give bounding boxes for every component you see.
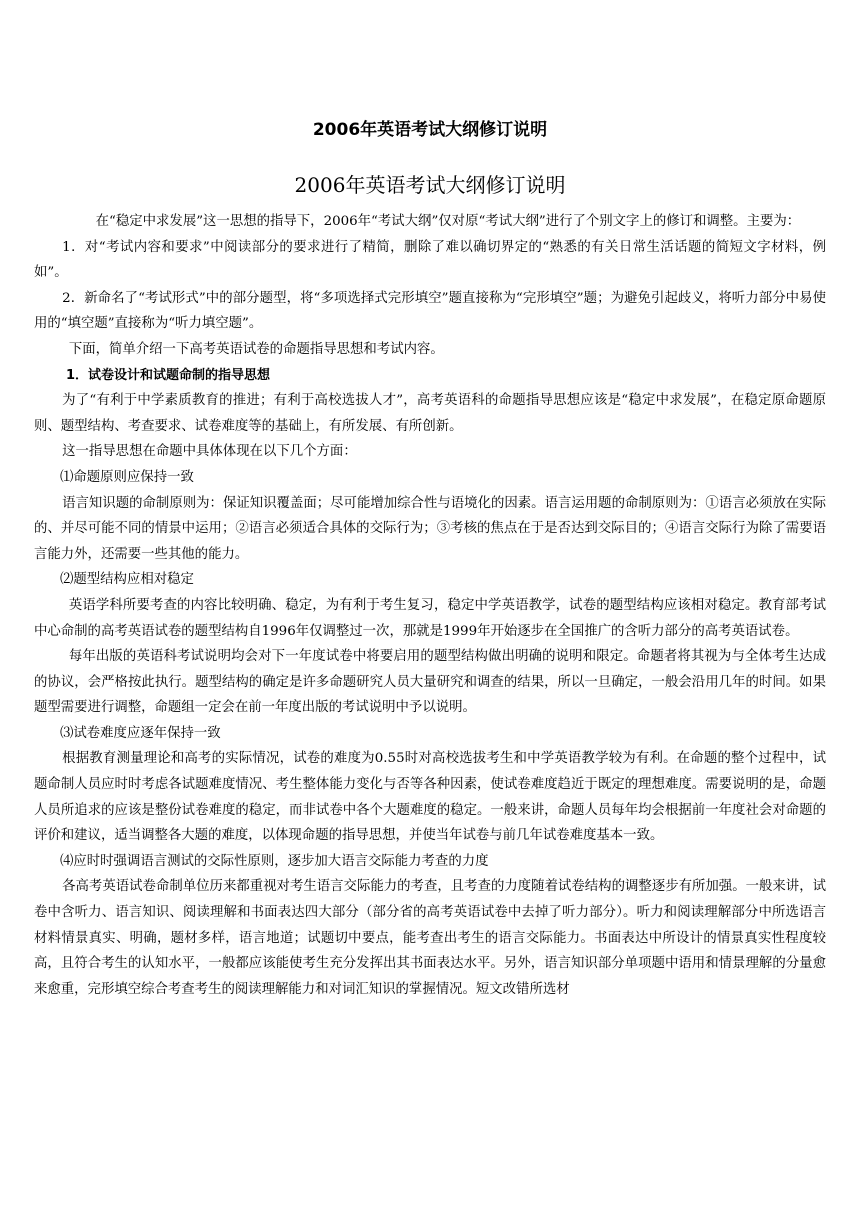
paragraph-communicative: 各高考英语试卷命制单位历来都重视对考生语言交际能力的考查，且考查的力度随着试卷结构的调整逐步有所加强。一般来讲，试卷中含听力、语言知识、阅读理解和书面表达四大部分（部分省的高考英语试卷中去掉了听力部分）。听力和阅读理解部分中所选语言材料情景真实、明确，题材多样，语言地道；试题切中要点，能考查出考生的语言交际能力。书面表达中所设计的情景真实性程度较高，且符合考生的认知水平，一般都应该能使考生充分发挥出其书面表达水平。另外，语言知识部分单项题中语用和情景理解的分量愈来愈重，完形填空综合考查考生的阅读理解能力和对词汇知识的掌握情况。短文改错所选材: [34, 879, 826, 997]
document-header-title: 2006年英语考试大纲修订说明: [312, 120, 548, 140]
subheading-2: ⑵题型结构应相对稳定: [60, 572, 194, 588]
paragraph-difficulty: 根据教育测量理论和高考的实际情况，试卷的难度为0.55时对高校选拔考生和中学英语教学较为有利。在命题的整个过程中，试题命制人员应时时考虑各试题难度情况、考生整体能力变化与否等各种因素，使试卷难度趋近于既定的理想难度。需要说明的是，命题人员所追求的应该是整份试卷难度的稳定，而非试卷中各个大题难度的稳定。一般来讲，命题人员每年均会根据前一年度社会对命题的评价和建议，适当调整各大题的难度，以体现命题的指导思想，并使当年试卷与前几年试卷难度基本一致。: [34, 751, 826, 844]
paragraph-intro: 在“稳定中求发展”这一思想的指导下，2006年“考试大纲”仅对原“考试大纲”进行了个别文字上的修订和调整。主要为：: [95, 214, 801, 229]
paragraph-overview: 下面，简单介绍一下高考英语试卷的命题指导思想和考试内容。: [68, 341, 444, 357]
subheading-1: ⑴命题原则应保持一致: [60, 469, 194, 485]
paragraph-guiding-idea: 为了“有利于中学素质教育的推进；有利于高校选拔人才”，高考英语科的命题指导思想应该是“稳定中求发展”，在稳定原命题原则、题型结构、考查要求、试卷难度等的基础上，有所发展、有所创新。: [34, 393, 826, 434]
paragraph-structure: 英语学科所要考查的内容比较明确、稳定，为有利于考生复习，稳定中学英语教学，试卷的题型结构应该相对稳定。教育部考试中心命制的高考英语试卷的题型结构自1996年仅调整过一次，那就是1999年开始逐步在全国推广的含听力部分的高考英语试卷。: [34, 597, 826, 639]
paragraph-aspects: 这一指导思想在命题中具体体现在以下几个方面：: [62, 444, 357, 460]
paragraph-item-1: 1．对“考试内容和要求”中阅读部分的要求进行了精简，删除了难以确切界定的“熟悉的有关日常生活话题的简短文字材料，例如”。: [34, 239, 826, 281]
subheading-4: ⑷应时时强调语言测试的交际性原则，逐步加大语言交际能力考查的力度: [60, 853, 489, 869]
section-heading: 1．试卷设计和试题命制的指导思想: [66, 367, 271, 383]
paragraph-annual-guide: 每年出版的英语科考试说明均会对下一年度试卷中将要启用的题型结构做出明确的说明和限定。命题者将其视为与全体考生达成的协议，会严格按此执行。题型结构的确定是许多命题研究人员大量研究和调查的结果，所以一旦确定，一般会沿用几年的时间。如果题型需要进行调整，命题组一定会在前一年度出版的考试说明中予以说明。: [34, 649, 826, 716]
document-title: 2006年英语考试大纲修订说明: [294, 173, 566, 197]
paragraph-principles: 语言知识题的命制原则为：保证知识覆盖面；尽可能增加综合性与语境化的因素。语言运用题的命制原则为：①语言必须放在实际的、并尽可能不同的情景中运用；②语言必须适合具体的交际行为；③考核的焦点在于是否达到交际目的；④语言交际行为除了需要语言能力外，还需要一些其他的能力。: [34, 495, 826, 562]
paragraph-item-2: 2．新命名了“考试形式”中的部分题型，将“多项选择式完形填空”题直接称为“完形填空”题；为避免引起歧义，将听力部分中易使用的“填空题”直接称为“听力填空题”。: [34, 290, 826, 332]
document-body: [34, 209, 826, 1002]
subheading-3: ⑶试卷难度应逐年保持一致: [60, 725, 221, 741]
